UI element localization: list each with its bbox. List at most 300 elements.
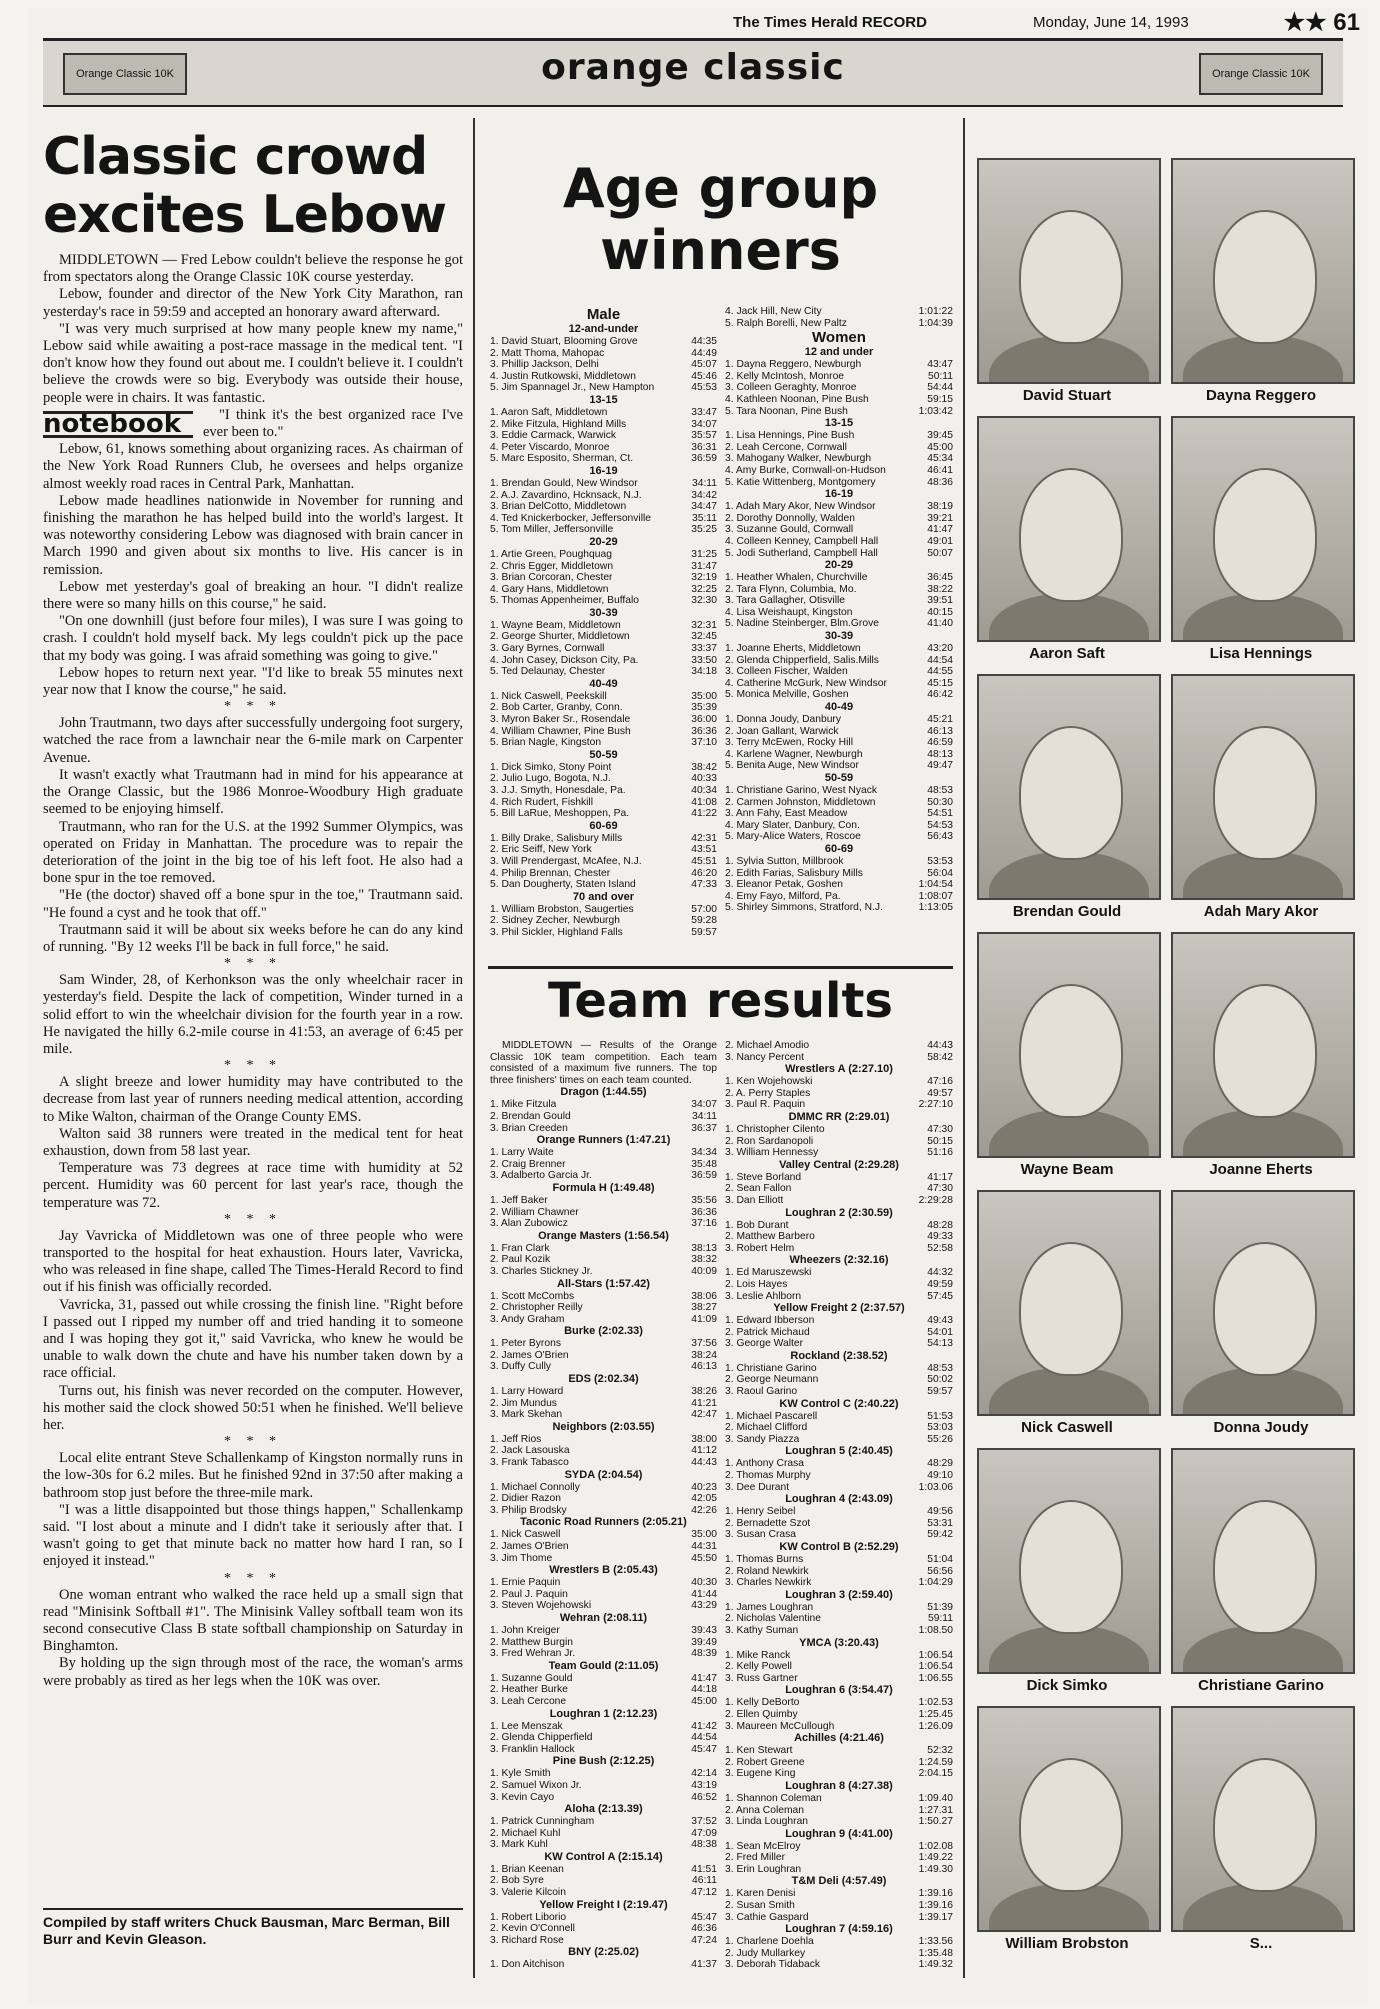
result-row [490, 524, 717, 536]
runner-time: 1:03.06 [918, 1481, 953, 1493]
winner-portrait [977, 932, 1161, 1158]
runner-name: 4. Justin Rutkowski, Middletown [490, 370, 636, 382]
runner-time: 49:10 [927, 1470, 953, 1482]
result-row [490, 631, 717, 643]
runner-time: 54:53 [927, 819, 953, 831]
result-row [725, 1936, 953, 1948]
runner-name: 2. Kelly Powell [725, 1661, 792, 1673]
runner-name: 1. Ken Wojehowski [725, 1076, 813, 1088]
runner-time: 38:13 [691, 1242, 717, 1254]
runner-time: 50:07 [927, 547, 953, 559]
result-group-label: Loughran 5 (2:40.45) [785, 1445, 893, 1458]
runner-name: 5. Tara Noonan, Pine Bush [725, 405, 848, 417]
runner-time: 41:40 [927, 618, 953, 630]
runner-time: 35:11 [691, 512, 717, 524]
result-row [490, 1445, 717, 1457]
runner-name: 3. Mark Kuhl [490, 1839, 548, 1851]
runner-time: 49:43 [927, 1315, 953, 1327]
result-group-label: Yellow Freight I (2:19.47) [539, 1898, 668, 1911]
story-paragraph: Trautmann, who ran for the U.S. at the 1992 Summer Olympics, was operated on Friday in Manhattan. The procedure was to repair the deterioration of the joint in the big toe of his left foot. He also had a bone spur in the toe removed. [43, 818, 463, 887]
runner-time: 49:56 [927, 1506, 953, 1518]
result-row [490, 797, 717, 809]
result-row [490, 1170, 717, 1182]
result-group-label: DMMC RR (2:29.01) [788, 1110, 890, 1123]
runner-name: 1. Michael Connolly [490, 1481, 580, 1493]
result-group-label: 70 and over [572, 890, 635, 903]
runner-time: 35:57 [691, 430, 717, 442]
runner-time: 1:35.48 [918, 1947, 953, 1959]
runner-name: 3. William Hennessy [725, 1147, 819, 1159]
runner-name: 1. Jeff Baker [490, 1194, 548, 1206]
result-group-label: All-Stars (1:57.42) [557, 1277, 650, 1290]
result-row [725, 394, 953, 406]
runner-time: 41:08 [691, 796, 717, 808]
runner-time: 1:03:42 [918, 405, 953, 417]
masthead [28, 8, 1368, 38]
portrait-face [1213, 1758, 1317, 1892]
runner-name: 3. Steven Wojehowski [490, 1600, 592, 1612]
runner-name: 3. Phil Sickler, Highland Falls [490, 926, 623, 938]
result-row [725, 382, 953, 394]
result-row [725, 820, 953, 832]
winner-portrait [1171, 1706, 1355, 1932]
story-paragraph: Lebow hopes to return next year. "I'd like to break 55 minutes next year now that I know the course," he said. [43, 664, 463, 699]
story-paragraph: Temperature was 73 degrees at race time with humidity at 52 percent. Humidity was 60 percent for last year's race, though the temperature was 72. [43, 1160, 463, 1211]
runner-name: 1. Nick Caswell [490, 1529, 561, 1541]
runner-name: 1. Heather Whalen, Churchville [725, 572, 868, 584]
runner-time: 34:34 [691, 1147, 717, 1159]
result-group-label: 50-59 [824, 772, 854, 784]
runner-time: 45:47 [691, 1743, 717, 1755]
result-group-label: Wrestlers B (2:05.43) [549, 1564, 658, 1577]
column-divider [473, 118, 475, 1978]
runner-time: 38:26 [691, 1386, 717, 1398]
winner-photo-cell [1171, 416, 1351, 666]
runner-time: 46:41 [927, 464, 953, 476]
result-row [725, 442, 953, 454]
runner-name: 2. Michael Amodio [725, 1040, 810, 1051]
runner-name: 1. James Loughran [725, 1601, 814, 1613]
result-group-label: Achilles (4:21.46) [794, 1732, 884, 1745]
runner-name: 3. Adalberto Garcia Jr. [490, 1170, 592, 1182]
result-row [490, 1147, 717, 1159]
photo-caption: Nick Caswell [1021, 1419, 1113, 1436]
result-row [725, 1374, 953, 1386]
result-group-label: KW Control A (2:15.14) [544, 1850, 663, 1863]
runner-time: 59:57 [691, 926, 717, 938]
runner-time: 36:31 [691, 441, 717, 453]
runner-name: 5. Ted Delaunay, Chester [490, 666, 606, 678]
runner-time: 44:43 [691, 1457, 717, 1469]
runner-time: 42:05 [691, 1493, 717, 1505]
section-separator: * * * [224, 1058, 282, 1074]
result-row [490, 1732, 717, 1744]
runner-time: 47:24 [691, 1934, 717, 1946]
result-group-label: 60-69 [824, 842, 854, 855]
result-row [725, 501, 953, 513]
runner-name: 2. Kelly McIntosh, Monroe [725, 370, 845, 382]
result-group-label: 50-59 [589, 748, 618, 761]
section-separator: * * * [224, 1434, 282, 1450]
story-paragraph: It wasn't exactly what Trautmann had in mind for his appearance at the Orange Classic, but the 1986 Monroe-Woodbury High graduate seemed to be enjoying himself. [43, 766, 463, 818]
portrait-face [1213, 210, 1317, 344]
runner-name: 4. Karlene Wagner, Newburgh [725, 748, 863, 760]
result-group-label: Rockland (2:38.52) [790, 1349, 888, 1362]
runner-name: 4. Gary Hans, Middletown [490, 583, 609, 595]
runner-time: 32:25 [691, 583, 717, 595]
result-row [490, 1864, 717, 1876]
runner-name: 3. Andy Graham [490, 1313, 565, 1325]
result-row [490, 1923, 717, 1935]
runner-name: 2. Chris Egger, Middletown [490, 560, 614, 572]
runner-time: 1:02.08 [918, 1840, 953, 1852]
runner-name: 5. Monica Melville, Goshen [725, 689, 849, 701]
runner-time: 38:32 [691, 1254, 717, 1266]
photo-caption: Adah Mary Akor [1203, 903, 1319, 920]
runner-name: 1. Ken Stewart [725, 1745, 793, 1757]
runner-time: 48:29 [927, 1458, 953, 1470]
result-row [725, 1172, 953, 1184]
runner-time: 35:00 [691, 690, 717, 702]
result-row [490, 691, 717, 703]
result-row [490, 1887, 717, 1899]
runner-name: 1. Artie Green, Poughquag [490, 548, 612, 560]
runner-time: 35:48 [691, 1158, 717, 1170]
team-results-headline: Team results [488, 966, 953, 1029]
runner-name: 3. Jim Thome [490, 1552, 553, 1564]
winner-portrait [977, 1190, 1161, 1416]
result-group-label: Valley Central (2:29.28) [779, 1158, 899, 1171]
runner-time: 45:00 [691, 1695, 717, 1707]
runner-time: 49:47 [927, 760, 953, 772]
result-group-label: EDS (2:02.34) [568, 1373, 639, 1386]
runner-time: 41:22 [691, 808, 717, 820]
runner-name: 4. Kathleen Noonan, Pine Bush [725, 393, 869, 405]
result-group-label: 30-39 [589, 606, 618, 619]
winner-portrait [977, 674, 1161, 900]
runner-name: 4. Emy Fayo, Milford, Pa. [725, 890, 841, 902]
runner-name: 2. Michael Clifford [725, 1422, 808, 1434]
runner-name: 1. Dick Simko, Stony Point [490, 761, 612, 773]
result-row [490, 1780, 717, 1792]
result-row [725, 1052, 953, 1064]
winner-portrait [977, 416, 1161, 642]
result-row [725, 749, 953, 761]
runner-name: 1. Dayna Reggero, Newburgh [725, 359, 862, 371]
result-row [725, 1076, 953, 1088]
runner-time: 38:19 [927, 501, 953, 513]
runner-name: 2. Glenda Chipperfield, Salis.Mills [725, 654, 879, 666]
result-row [490, 1350, 717, 1362]
runner-name: 3. Brian DelCotto, Middletown [490, 501, 627, 513]
runner-name: 5. Benita Auge, New Windsor [725, 760, 859, 772]
runner-name: 2. Christopher Reilly [490, 1302, 583, 1314]
runner-time: 53:03 [927, 1422, 953, 1434]
runner-time: 1:49.22 [918, 1852, 953, 1864]
notebook-label: notebook [43, 411, 193, 438]
section-banner [43, 38, 1343, 107]
runner-name: 3. Charles Newkirk [725, 1577, 812, 1589]
portrait-face [1019, 1242, 1123, 1376]
runner-name: 5. Jim Spannagel Jr., New Hampton [490, 382, 655, 394]
runner-time: 2:27:10 [918, 1099, 953, 1111]
story-paragraph: Lebow, founder and director of the New York City Marathon, ran yesterday's race in 59:59 and accepted an honorary award afterward. [43, 286, 463, 320]
runner-time: 34:11 [691, 1110, 717, 1122]
result-row [490, 1768, 717, 1780]
result-group-label: KW Control C (2:40.22) [779, 1397, 899, 1410]
result-group-label: BNY (2:25.02) [568, 1946, 639, 1959]
result-row [725, 1602, 953, 1614]
result-row [725, 1327, 953, 1339]
story-paragraph: "On one downhill (just before four miles), I was sure I was going to crash. I couldn't hold myself back. My legs couldn't pick up the pace that my body was going. I was afraid something was going to give." [43, 613, 463, 664]
result-group-label: T&M Deli (4:57.49) [791, 1875, 887, 1888]
result-group-label: Team Gould (2:11.05) [548, 1659, 659, 1672]
runner-time: 55:26 [927, 1433, 953, 1445]
result-row [725, 1577, 953, 1589]
result-row [490, 359, 717, 371]
result-row [490, 666, 717, 678]
runner-time: 48:38 [691, 1839, 717, 1851]
runner-name: 1. Charlene Doehla [725, 1936, 814, 1948]
result-row [725, 1721, 953, 1733]
result-row [490, 595, 717, 607]
runner-time: 51:16 [927, 1147, 953, 1159]
result-row [725, 891, 953, 903]
result-row [725, 714, 953, 726]
runner-name: 3. Sandy Piazza [725, 1433, 800, 1445]
team-intro: MIDDLETOWN — Results of the Orange Classic 10K team competition. Each team consisted of a maximum five runners. The top three finishers' times on each team counted. [490, 1040, 717, 1086]
result-row [725, 1279, 953, 1291]
runner-name: 2. Heather Burke [490, 1684, 568, 1696]
runner-name: 2. Matthew Barbero [725, 1231, 815, 1243]
winner-portrait [1171, 1190, 1355, 1416]
runner-name: 5. Bill LaRue, Meshoppen, Pa. [490, 808, 630, 820]
result-group-label: 12 and under [804, 346, 874, 359]
result-row [725, 797, 953, 809]
result-row [725, 1040, 953, 1052]
section-title: orange classic [541, 47, 845, 88]
result-row [725, 306, 953, 318]
runner-name: 2. George Shurter, Middletown [490, 631, 630, 643]
result-group-label: 12-and-under [568, 323, 639, 335]
runner-time: 35:25 [691, 524, 717, 536]
runner-name: 2. Bob Carter, Granby, Conn. [490, 702, 623, 714]
runner-time: 47:33 [691, 879, 717, 891]
story-paragraph: MIDDLETOWN — Fred Lebow couldn't believe the response he got from spectators along the Orange Classic 10K course yesterday. [43, 252, 463, 286]
runner-time: 43:51 [691, 844, 717, 856]
result-group-label: Dragon (1:44.55) [560, 1086, 647, 1099]
runner-name: 1. Sean McElroy [725, 1840, 801, 1852]
result-group-label: Loughran 1 (2:12.23) [549, 1707, 658, 1720]
runner-name: 3. Fred Wehran Jr. [490, 1648, 576, 1660]
result-group-label: Formula H (1:49.48) [552, 1181, 655, 1194]
runner-name: 5. Jodi Sutherland, Campbell Hall [725, 547, 878, 559]
runner-name: 3. Deborah Tidaback [725, 1959, 821, 1971]
runner-time: 44:35 [691, 336, 717, 347]
portrait-face [1213, 1242, 1317, 1376]
portrait-face [1213, 468, 1317, 602]
runner-time: 51:53 [927, 1410, 953, 1422]
result-row [490, 1935, 717, 1947]
result-row [490, 1529, 717, 1541]
result-row [490, 1875, 717, 1887]
runner-time: 41:47 [691, 1672, 717, 1684]
result-row [725, 1673, 953, 1685]
result-row [490, 1111, 717, 1123]
runner-name: 1. John Kreiger [490, 1624, 560, 1636]
result-row [490, 584, 717, 596]
runner-name: 1. Anthony Crasa [725, 1458, 804, 1470]
result-row [490, 490, 717, 502]
runner-time: 58:42 [927, 1051, 953, 1063]
runner-name: 3. Paul R. Paquin [725, 1099, 806, 1111]
runner-time: 53:53 [927, 855, 953, 867]
story-paragraph: Trautmann said it will be about six weeks before he can do any kind of running. "By 12 weeks I'll be back in full force," he said. [43, 921, 463, 955]
section-separator: * * * [224, 1570, 282, 1586]
winner-photo-cell [977, 932, 1157, 1182]
result-group-label: Loughran 7 (4:59.16) [785, 1923, 893, 1936]
story-column [43, 118, 463, 1948]
runner-time: 51:39 [927, 1601, 953, 1613]
runner-name: 3. Mahogany Walker, Newburgh [725, 453, 872, 465]
staff-credit: Compiled by staff writers Chuck Bausman, Marc Berman, Bill Burr and Kevin Gleason. [43, 1908, 463, 1948]
runner-time: 49:01 [927, 535, 953, 547]
winner-portrait [1171, 158, 1355, 384]
runner-time: 48:39 [691, 1648, 717, 1660]
runner-name: 1. Christiane Garino, West Nyack [725, 785, 878, 796]
runner-name: 5. Nadine Steinberger, Blm.Grove [725, 618, 879, 630]
runner-time: 1:26.09 [918, 1720, 953, 1732]
result-row [490, 371, 717, 383]
result-row [490, 856, 717, 868]
result-row [725, 1506, 953, 1518]
result-row [725, 453, 953, 465]
runner-time: 53:31 [927, 1517, 953, 1529]
runner-time: 32:30 [691, 595, 717, 607]
result-row [490, 702, 717, 714]
result-row [490, 549, 717, 561]
story-paragraph: Lebow made headlines nationwide in November for running and finishing the marathon he has helped build into the world's largest. It was noteworthy considering Lebow was diagnosed with brain cancer in March 1990 and given about six months to live. His cancer is in remission. [43, 492, 463, 578]
photo-caption: Donna Joudy [1213, 1419, 1309, 1436]
runner-name: 2. Edith Farias, Salisbury Mills [725, 867, 863, 879]
runner-name: 1. Brian Keenan [490, 1863, 564, 1875]
runner-name: 5. Shirley Simmons, Stratford, N.J. [725, 902, 883, 914]
result-row [725, 1411, 953, 1423]
result-row [490, 1589, 717, 1601]
result-group-label: Pine Bush (2:12.25) [552, 1755, 655, 1768]
runner-name: 3. Dee Durant [725, 1481, 790, 1493]
runner-name: 2. Didier Razon [490, 1493, 561, 1505]
runner-time: 45:51 [691, 855, 717, 867]
team-results-col-1 [490, 1040, 717, 1971]
result-group-label: Loughran 2 (2:30.59) [785, 1206, 893, 1219]
runner-name: 2. Ron Sardanopoli [725, 1135, 814, 1147]
result-row [490, 513, 717, 525]
runner-name: 3. Leah Cercone [490, 1695, 567, 1707]
result-row [725, 1529, 953, 1541]
result-row [725, 1697, 953, 1709]
result-row [725, 1900, 953, 1912]
runner-name: 3. Duffy Cully [490, 1361, 552, 1373]
runner-time: 41:09 [691, 1313, 717, 1325]
runner-time: 43:20 [927, 643, 953, 655]
result-group-label: 20-29 [824, 559, 854, 572]
result-row [490, 442, 717, 454]
runner-time: 47:09 [691, 1827, 717, 1839]
result-row [490, 1816, 717, 1828]
runner-name: 3. Eugene King [725, 1768, 796, 1780]
result-row [725, 607, 953, 619]
runner-name: 3. Colleen Geraghty, Monroe [725, 382, 857, 394]
photo-caption: Dayna Reggero [1205, 387, 1317, 404]
runner-time: 38:00 [691, 1433, 717, 1445]
winner-photo-cell [977, 416, 1157, 666]
result-group-label: Wrestlers A (2:27.10) [785, 1063, 893, 1076]
result-row [490, 1159, 717, 1171]
result-row [490, 762, 717, 774]
runner-time: 48:53 [927, 785, 953, 796]
runner-time: 50:02 [927, 1374, 953, 1386]
runner-name: 4. Philip Brennan, Chester [490, 867, 611, 879]
runner-name: 3. Terry McEwen, Rocky Hill [725, 737, 853, 749]
runner-name: 3. Kathy Suman [725, 1624, 799, 1636]
runner-time: 37:16 [691, 1218, 717, 1230]
runner-time: 36:45 [927, 572, 953, 584]
story-paragraph: "I was very much surprised at how many people knew my name," Lebow said while awaiting a post-race massage in the medical tent. "I don't know how they found out about me. I couldn't believe it. I couldn't believe the crowds were so big. Everybody was outside their house, people were in chairs. It was fantastic. [43, 320, 463, 406]
result-group-label: 30-39 [824, 630, 854, 643]
runner-name: 2. Paul Kozik [490, 1254, 551, 1266]
portrait-face [1019, 468, 1123, 602]
runner-time: 59:42 [927, 1529, 953, 1541]
result-row [725, 856, 953, 868]
runner-name: 2. Joan Gallant, Warwick [725, 725, 839, 737]
runner-name: 3. Cathie Gaspard [725, 1911, 809, 1923]
runner-name: 2. Jim Mundus [490, 1397, 557, 1409]
runner-time: 34:07 [691, 1099, 717, 1111]
result-group-label: 40-49 [589, 677, 618, 690]
runner-time: 36:59 [691, 1170, 717, 1182]
runner-name: 2. Sean Fallon [725, 1183, 792, 1195]
runner-time: 45:15 [927, 677, 953, 689]
runner-name: 3. Eddie Carmack, Warwick [490, 430, 617, 442]
result-row [725, 536, 953, 548]
runner-time: 45:34 [927, 453, 953, 465]
result-row [490, 1266, 717, 1278]
result-row [725, 1745, 953, 1757]
runner-name: 3. Philip Brodsky [490, 1504, 567, 1516]
result-row [490, 927, 717, 939]
result-group-label: SYDA (2:04.54) [564, 1468, 643, 1481]
runner-name: 5. Ralph Borelli, New Paltz [725, 317, 847, 329]
result-group-label: 16-19 [824, 488, 854, 501]
runner-name: 4. Peter Viscardo, Monroe [490, 441, 610, 453]
runner-time: 36:00 [691, 714, 717, 726]
runner-time: 59:28 [691, 915, 717, 927]
runner-time: 46:36 [691, 1923, 717, 1935]
result-row [725, 655, 953, 667]
runner-time: 59:57 [927, 1386, 953, 1398]
result-row [490, 868, 717, 880]
runner-time: 41:21 [691, 1397, 717, 1409]
runner-name: 4. Rich Rudert, Fishkill [490, 796, 593, 808]
runner-time: 44:49 [691, 347, 717, 359]
result-row [725, 1864, 953, 1876]
result-row [490, 1541, 717, 1553]
runner-name: 4. Ted Knickerbocker, Jeffersonville [490, 512, 652, 524]
result-row [725, 1195, 953, 1207]
runner-name: 1. Christopher Cilento [725, 1123, 825, 1135]
result-row [490, 1505, 717, 1517]
